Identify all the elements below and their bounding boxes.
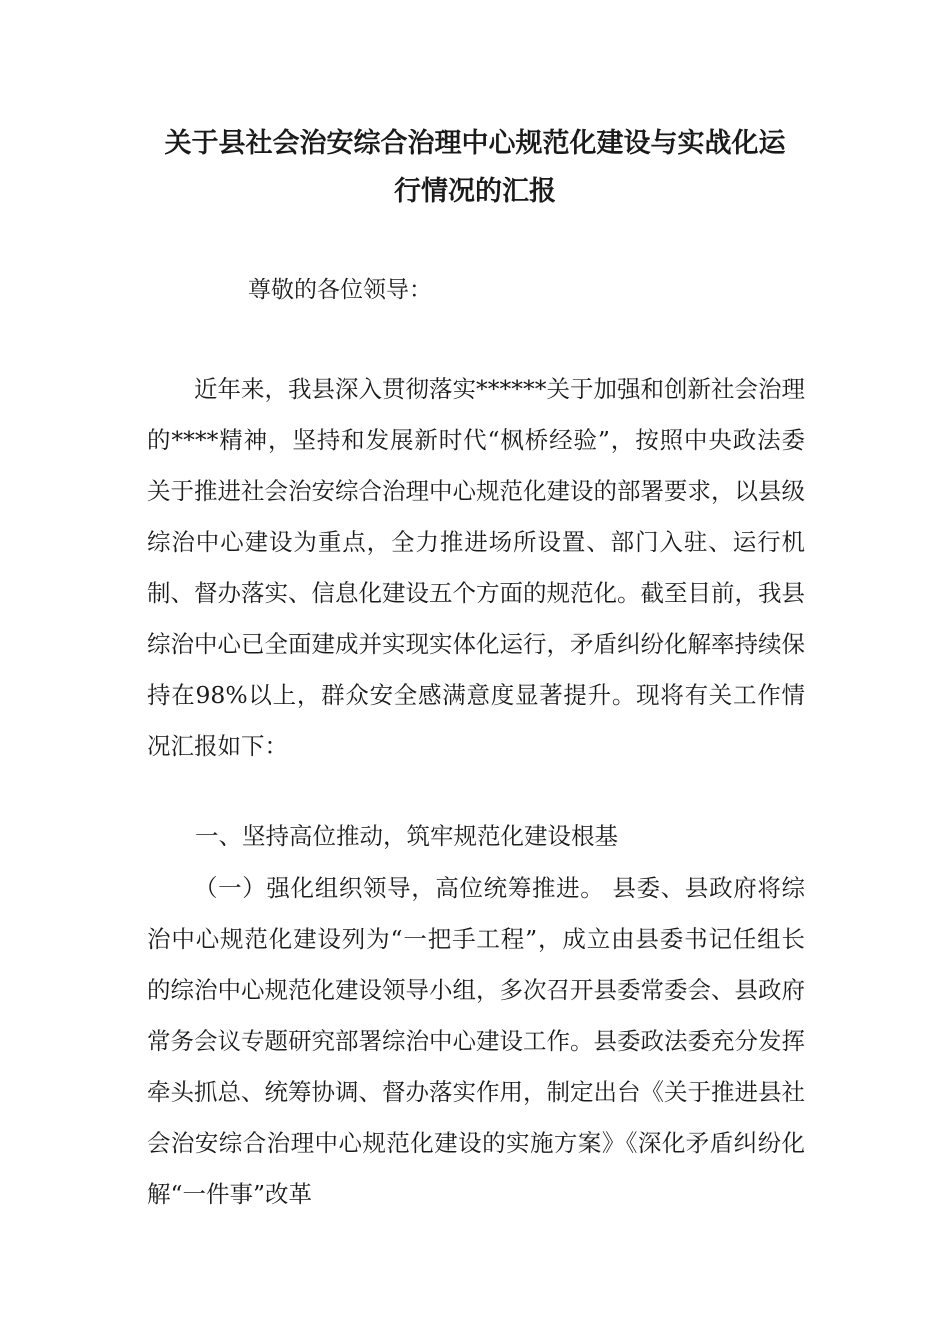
intro-paragraph: 近年来，我县深入贯彻落实******关于加强和创新社会治理的****精神，坚持和发展新时代“枫桥经验”，按照中央政法委关于推进社会治安综合治理中心规范化建设的部署要求，以县级综治中心建设为重点，全力推进场所设置、部门入驻、运行机制、督办落实、信息化建设五个方面的规范化。截至目前，我县综治中心已全面建成并实现实体化运行，矛盾纠纷化解率持续保持在98%以上，群众安全感满意度显著提升。现将有关工作情况汇报如下： [147, 375, 805, 760]
sub-section-paragraph: （一）强化组织领导，高位统筹推进。 县委、县政府将综治中心规范化建设列为“一把手工程”，成立由县委书记任组长的综治中心规范化建设领导小组，多次召开县委常委会、县政府常务会议专题研究部署综治中心建设工作。县委政法委充分发挥牵头抓总、统筹协调、督办落实作用，制定出台《关于推进县社会治安综合治理中心规范化建设的实施方案》《深化矛盾纠纷化解“一件事”改革 [147, 874, 805, 1208]
document-title-line-2: 行情况的汇报 [394, 176, 556, 207]
section-heading: 一、坚持高位推动，筑牢规范化建设根基 [195, 822, 618, 850]
salutation: 尊敬的各位领导： [248, 277, 432, 303]
document-title-line-1: 关于县社会治安综合治理中心规范化建设与实战化运 [164, 128, 786, 159]
